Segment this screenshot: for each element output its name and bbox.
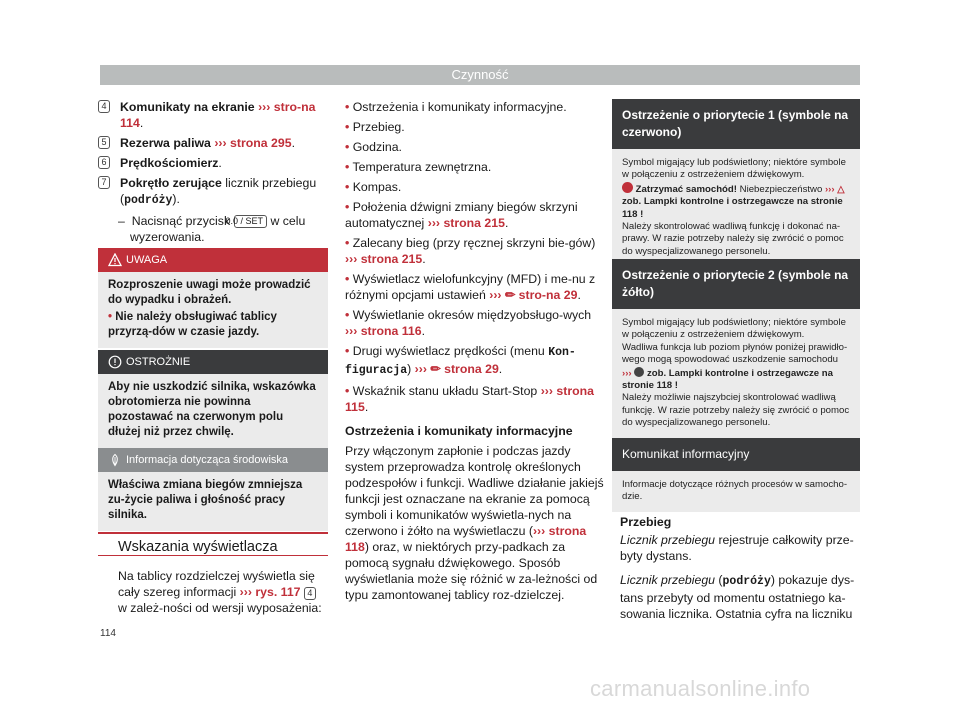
bullet-icon: •: [345, 384, 350, 398]
info-title: Komunikat informacyjny: [612, 438, 860, 471]
page-link[interactable]: stro-na 114: [120, 100, 316, 130]
subsection-title: Ostrzeżenia i komunikaty informacyjne: [345, 424, 573, 438]
bullet-icon: •: [345, 180, 350, 194]
bullet-icon: •: [345, 272, 350, 286]
priority2-title: Ostrzeżenie o priorytecie 2 (symbole na żółto): [612, 259, 860, 309]
callout-number: 6: [98, 156, 110, 169]
list-item: • Przebieg.: [345, 120, 405, 134]
body-paragraph: Licznik przebiegu (podróży) pokazuje dys-tans przebyty od momentu ostatniego ka-sowania licznika. Ostatnia cyfra na liczniku: [620, 573, 855, 621]
list-item: • Wskaźnik stanu układu Start-Stop ››› strona 115.: [345, 384, 595, 414]
page-link[interactable]: strona 115: [345, 384, 595, 414]
page-link[interactable]: stro-na 29: [518, 288, 578, 302]
intro-paragraph: Na tablicy rozdzielczej wyświetla się cały szereg informacji ››› rys. 117 4 w zależ-ności od wersji wyposażenia:: [118, 569, 322, 615]
middle-column: [345, 99, 605, 603]
watermark: carmanualsonline.info: [590, 676, 811, 701]
caution-box: OSTROŻNIE Aby nie uszkodzić silnika, wskazówka obrotomierza nie powinna pozostawać na czerwonym polu dłużej niż przez chwilę.: [98, 350, 328, 448]
bullet-icon: •: [345, 308, 350, 322]
bullet-icon: •: [345, 200, 350, 214]
bullet-icon: •: [345, 160, 350, 174]
section-rule-bottom: [98, 555, 328, 556]
list-item: • Wyświetlacz wielofunkcyjny (MFD) i me-nu z różnymi opcjami ustawień ››› ✏ stro-na 29.: [345, 272, 596, 302]
exclamation-circle-icon: [108, 355, 122, 369]
page-title: Czynność: [451, 67, 509, 82]
body-paragraph: Przy włączonym zapłonie i podczas jazdy system przeprowadza kontrolę określonych podzespołów i funkcji. Wadliwe działanie jakiejś funkcji jest oznaczane na ekranie za pomocą symboli i komunikatów wyświetla-nych na czerwono i żółto na wyświetlaczu (››› strona 118) oraz, w niektórych przy-padkach za pomocą sygnału dźwiękowego. Sposób wyświetlania może się różnić w za-leżności od typu zamontowanej tablicy roz-dzielczej.: [345, 444, 604, 602]
page-link[interactable]: strona 118: [345, 524, 587, 554]
list-item: • Godzina.: [345, 140, 402, 154]
bullet-icon: •: [345, 140, 350, 154]
environment-header: Informacja dotycząca środowiska: [98, 448, 328, 472]
stop-icon: [622, 182, 633, 193]
book-icon: ✏: [504, 288, 516, 302]
info-box: Komunikat informacyjny Informacje dotyczące różnych procesów w samocho-dzie.: [612, 438, 860, 512]
section-title: Wskazania wyświetlacza: [118, 539, 278, 555]
page-link[interactable]: zob. Lampki kontrolne i ostrzegawcze na stronie 118 !: [622, 196, 843, 220]
bullet-icon: •: [345, 344, 350, 358]
list-item: 7 Pokrętło zerujące licznik przebiegu (podróży).: [98, 175, 328, 209]
priority1-box: Ostrzeżenie o priorytecie 1 (symbole na czerwono) Symbol migający lub podświetlony; niektóre symbole w połączeniu z ostrzeżeniem dźwiękowym. Zatrzymać samochód! Niebezpieczeństwo ››› △ zob. Lampki kontrolne i ostrzegawcze na stronie 118 ! Należy skontrolować wadliwą funkcję i dokonać na-prawy. W razie potrzeby należy się zwrócić o pomoc do wyspecjalizowanego personelu.: [612, 99, 860, 266]
warning-header: UWAGA: [98, 248, 328, 272]
warning-box: UWAGA Rozproszenie uwagi może prowadzić do wypadku i obrażeń. • Nie należy obsługiwać tablicy przyrzą-dów w czasie jazdy.: [98, 248, 328, 348]
bullet-icon: •: [345, 236, 350, 250]
bullet-icon: •: [345, 100, 350, 114]
page-link[interactable]: strona 215: [360, 252, 423, 266]
figure-link[interactable]: rys. 117: [255, 585, 301, 599]
list-item: • Kompas.: [345, 180, 402, 194]
book-icon: ✏: [430, 362, 441, 376]
leaf-icon: [108, 453, 122, 467]
priority1-title: Ostrzeżenie o priorytecie 1 (symbole na czerwono): [612, 99, 860, 149]
page-link[interactable]: strona 215: [443, 216, 505, 230]
caution-header: OSTROŻNIE: [98, 350, 328, 374]
button-label: 0.0 / SET: [234, 215, 268, 228]
list-item: 6 Prędkościomierz.: [98, 155, 328, 171]
page-link[interactable]: strona 295: [230, 136, 292, 150]
callout-number: 4: [304, 587, 316, 600]
section-rule: [98, 532, 328, 534]
list-item: 4 Komunikaty na ekranie ››› stro-na 114.: [98, 99, 328, 131]
list-item: • Położenia dźwigni zmiany biegów skrzyni automatycznej ››› strona 215.: [345, 200, 578, 230]
info-icon: [634, 367, 644, 377]
list-item: • Temperatura zewnętrzna.: [345, 160, 492, 174]
left-column: [98, 99, 328, 249]
bullet-icon: •: [345, 120, 350, 134]
environment-box: Informacja dotycząca środowiska Właściwa zmiana biegów zmniejsza zu-życie paliwa i głośność pracy silnika.: [98, 448, 328, 531]
bullet-icon: •: [108, 311, 113, 323]
page-link[interactable]: strona 116: [360, 324, 422, 338]
body-paragraph: Licznik przebiegu rejestruje całkowity prze-byty dystans.: [620, 533, 854, 563]
subsection-title: Przebieg: [620, 515, 672, 529]
list-item: • Ostrzeżenia i komunikaty informacyjne.: [345, 100, 567, 114]
warning-triangle-icon: △: [837, 183, 845, 195]
page-link[interactable]: zob. Lampki kontrolne i ostrzegawcze na stronie 118 !: [622, 367, 833, 392]
callout-number: 7: [98, 176, 110, 189]
page-link[interactable]: strona 29: [444, 362, 499, 376]
warning-triangle-icon: [108, 253, 122, 267]
callout-number: 4: [98, 100, 110, 113]
list-item: • Zalecany bieg (przy ręcznej skrzyni bie-gów) ››› strona 215.: [345, 236, 596, 266]
callout-number: 5: [98, 136, 110, 149]
priority2-box: Ostrzeżenie o priorytecie 2 (symbole na żółto) Symbol migający lub podświetlony; niektóre symbole w połączeniu z ostrzeżeniem dźwiękowym. Wadliwa funkcja lub poziom płynów poniżej prawidło-wego mogą spowodować uszkodzenie samochodu ››› zob. Lampki kontrolne i ostrzegawcze na stronie 118 ! Należy możliwie najszybciej skontrolować wadliwą funkcję. W razie potrzeby należy się zwrócić o pomoc do wyspecjalizowanego personelu.: [612, 259, 860, 438]
list-item: • Wyświetlanie okresów międzyobsługo-wych ››› strona 116.: [345, 308, 592, 338]
page-number: 114: [100, 628, 116, 639]
sub-step: – Nacisnąć przycisk 0.0 / SET w celu wyzerowania.: [118, 214, 306, 244]
list-item: 5 Rezerwa paliwa ››› strona 295.: [98, 135, 328, 151]
list-item: • Drugi wyświetlacz prędkości (menu Kon-figuracja) ››› ✏ strona 29.: [345, 344, 576, 377]
